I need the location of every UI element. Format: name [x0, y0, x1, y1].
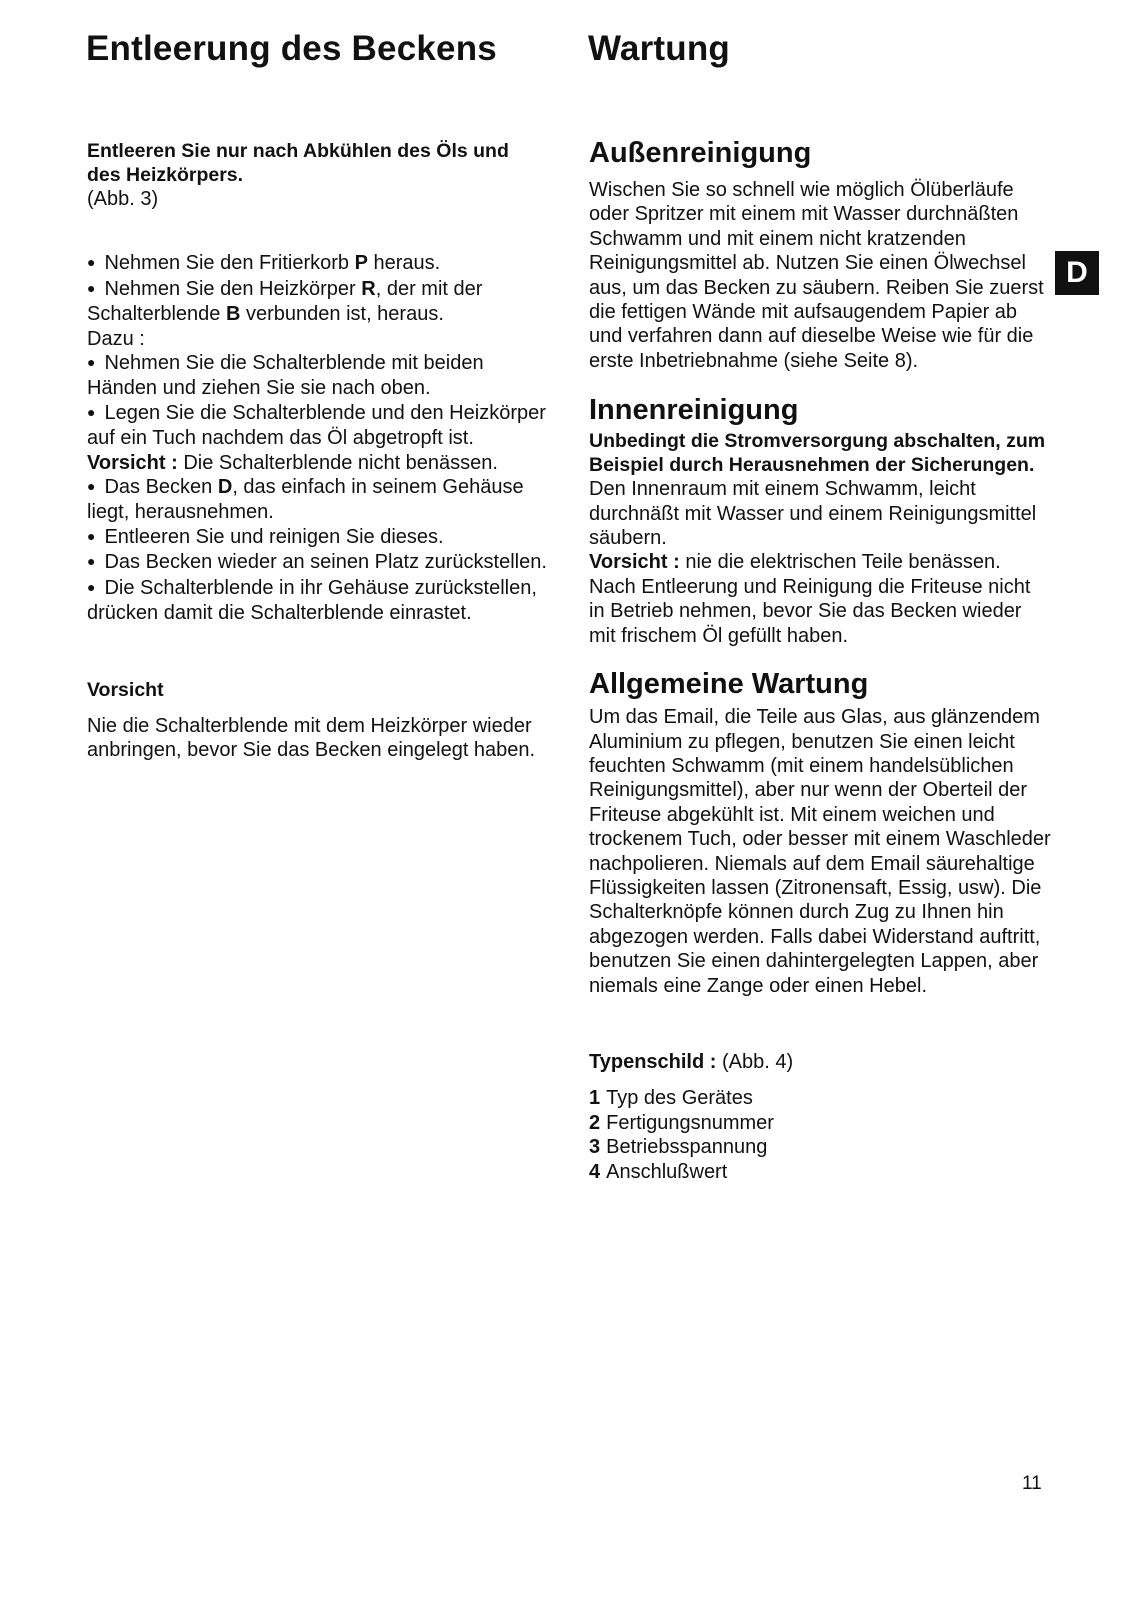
- warning-text: Nie die Schalterblende mit dem Heizkörper wieder anbringen, bevor Sie das Becken eingelegt haben.: [87, 714, 536, 762]
- rating-plate-item: 4 Anschlußwert: [589, 1160, 728, 1183]
- warning-title: Vorsicht: [87, 678, 164, 701]
- left-column: [87, 139, 547, 763]
- step-remove-tank: ● Das Becken D, das einfach in seinem Gehäuse liegt, herausnehmen.: [87, 475, 547, 525]
- step-remove-basket: ● Nehmen Sie den Fritierkorb P heraus.: [87, 251, 547, 276]
- step-replace-tank: ● Das Becken wieder an seinen Platz zurückstellen.: [87, 550, 547, 575]
- section-title-maintenance: Wartung: [588, 29, 731, 68]
- step-lift-panel: ● Nehmen Sie die Schalterblende mit beiden Händen und ziehen Sie sie nach oben.: [87, 351, 547, 401]
- heading-general-maintenance: Allgemeine Wartung: [589, 668, 869, 701]
- section-title-emptying: Entleerung des Beckens: [86, 29, 497, 68]
- interior-cleaning-lead: Unbedingt die Stromversorgung abschalten, zum Beispiel durch Herausnehmen der Sicherungen.: [589, 430, 1046, 477]
- step-place-on-cloth: ● Legen Sie die Schalterblende und den Heizkörper auf ein Tuch nachdem das Öl abgetropft ist.: [87, 401, 547, 451]
- rating-plate-item: 2 Fertigungsnummer: [589, 1111, 774, 1134]
- interior-caution: Vorsicht : nie die elektrischen Teile benässen.: [589, 551, 1001, 574]
- interior-cleaning-text: Den Innenraum mit einem Schwamm, leicht durchnäßt mit Wasser und einem Reinigungsmittel säubern.: [589, 478, 1037, 550]
- rating-plate-list: [589, 1086, 1051, 1184]
- interior-refill-note: Nach Entleerung und Reinigung die Friteuse nicht in Betrieb nehmen, bevor Sie das Becken wieder mit frischem Öl gefüllt haben.: [589, 575, 1031, 647]
- rating-plate-heading: Typenschild : (Abb. 4): [589, 1050, 794, 1073]
- page-number: 11: [1022, 1473, 1042, 1494]
- step-empty-clean: ● Entleeren Sie und reinigen Sie dieses.: [87, 525, 547, 550]
- right-column: [589, 134, 1051, 1184]
- figure-ref-3: (Abb. 3): [87, 188, 159, 210]
- rating-plate-item: 3 Betriebsspannung: [589, 1136, 768, 1159]
- heading-exterior-cleaning: Außenreinigung: [589, 137, 812, 169]
- emptying-lead: Entleeren Sie nur nach Abkühlen des Öls und des Heizkörpers.: [87, 140, 509, 186]
- step-replace-panel: ● Die Schalterblende in ihr Gehäuse zurückstellen, drücken damit die Schalterblende einrastet.: [87, 576, 547, 626]
- exterior-cleaning-text: Wischen Sie so schnell wie möglich Ölüberläufe oder Spritzer mit einem mit Wasser durchnäßten Schwamm und mit einem nicht kratzenden Reinigungsmittel ab. Nutzen Sie einen Ölwechsel aus, um das Becken zu säubern. Reiben Sie zuerst die fettigen Wände mit aufsaugendem Papier ab und verfahren dann auf dieselbe Weise wie für die erste Inbetriebnahme (siehe Seite 8).: [589, 179, 1044, 372]
- dazu-label: Dazu :: [87, 327, 145, 350]
- rating-plate-item: 1 Typ des Gerätes: [589, 1087, 753, 1110]
- heading-interior-cleaning: Innenreinigung: [589, 394, 799, 427]
- caution-note: Vorsicht : Die Schalterblende nicht benässen.: [87, 451, 498, 474]
- step-remove-heater: ● Nehmen Sie den Heizkörper R, der mit der Schalterblende B verbunden ist, heraus.: [87, 277, 547, 327]
- language-tab-marker: D: [1055, 251, 1099, 295]
- general-maintenance-text: Um das Email, die Teile aus Glas, aus glänzendem Aluminium zu pflegen, benutzen Sie einen leicht feuchten Schwamm (mit einem handelsüblichen Reinigungsmittel), aber nur wenn der Oberteil der Friteuse abgekühlt ist. Mit einem weichen und trockenem Tuch, oder besser mit einem Waschleder nachpolieren. Niemals auf dem Email säurehaltige Flüssigkeiten lassen (Zitronensaft, Essig, usw). Die Schalterknöpfe können durch Zug zu Ihnen hin abgezogen werden. Falls dabei Widerstand auftritt, benutzen Sie einen dahintergelegten Lappen, aber niemals eine Zange oder einen Hebel.: [589, 706, 1051, 997]
